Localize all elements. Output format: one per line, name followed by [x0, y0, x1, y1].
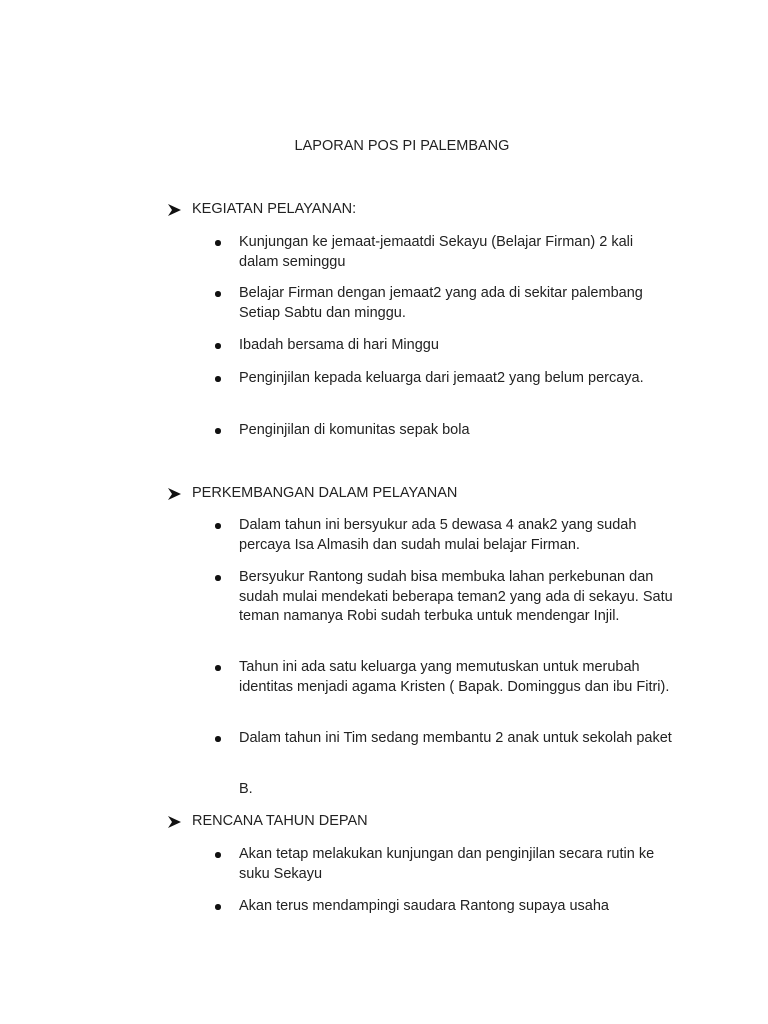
list-marker-b: B. — [239, 781, 253, 797]
list-item — [214, 233, 674, 272]
bullet-icon — [214, 336, 239, 356]
list-item — [214, 336, 674, 356]
section-heading-rencana — [168, 812, 728, 832]
list-item — [214, 658, 674, 697]
bullet-icon — [214, 897, 239, 917]
section-heading-perkembangan — [168, 484, 728, 504]
list-item-text: Tahun ini ada satu keluarga yang memutuskan untuk merubah identitas menjadi agama Kristen ( Bapak. Dominggus dan ibu Fitri). — [239, 659, 670, 695]
list-item-text: Belajar Firman dengan jemaat2 yang ada di sekitar palembang Setiap Sabtu dan minggu. — [239, 285, 643, 321]
bullet-icon — [214, 516, 239, 555]
section-heading-text: PERKEMBANGAN DALAM PELAYANAN — [192, 485, 458, 501]
list-item — [214, 369, 674, 389]
list-item-text: Penginjilan di komunitas sepak bola — [239, 422, 470, 438]
arrow-bullet-icon — [168, 200, 192, 220]
list-item-text: Dalam tahun ini bersyukur ada 5 dewasa 4 anak2 yang sudah percaya Isa Almasih dan sudah mulai belajar Firman. — [239, 517, 637, 553]
bullet-icon — [214, 421, 239, 441]
list-item-text: Penginjilan kepada keluarga dari jemaat2 yang belum percaya. — [239, 370, 644, 386]
section-heading-text: KEGIATAN PELAYANAN: — [192, 201, 357, 217]
section-heading-text: RENCANA TAHUN DEPAN — [192, 813, 368, 829]
bullet-icon — [214, 568, 239, 627]
arrow-bullet-icon — [168, 812, 192, 832]
list-item-text: Ibadah bersama di hari Minggu — [239, 337, 439, 353]
bullet-icon — [214, 845, 239, 884]
list-item — [214, 897, 674, 917]
bullet-icon — [214, 233, 239, 272]
list-item — [214, 421, 674, 441]
section-heading-kegiatan — [168, 200, 728, 220]
document-title: LAPORAN POS PI PALEMBANG — [294, 138, 510, 154]
list-item — [214, 284, 674, 323]
list-item-text: Dalam tahun ini Tim sedang membantu 2 anak untuk sekolah paket — [239, 730, 672, 746]
list-item-text: Bersyukur Rantong sudah bisa membuka lahan perkebunan dan sudah mulai mendekati beberapa teman2 yang ada di sekayu. Satu teman namanya Robi sudah terbuka untuk mendengar Injil. — [239, 569, 673, 624]
list-item — [214, 568, 674, 627]
list-item-text: Akan terus mendampingi saudara Rantong supaya usaha — [239, 898, 609, 914]
list-item-text: Kunjungan ke jemaat-jemaatdi Sekayu (Belajar Firman) 2 kali dalam seminggu — [239, 234, 634, 270]
bullet-icon — [214, 284, 239, 323]
list-item — [214, 516, 674, 555]
list-item — [214, 845, 674, 884]
list-item-text: Akan tetap melakukan kunjungan dan penginjilan secara rutin ke suku Sekayu — [239, 846, 655, 882]
bullet-icon — [214, 729, 239, 749]
arrow-bullet-icon — [168, 484, 192, 504]
bullet-icon — [214, 658, 239, 697]
list-item — [214, 729, 674, 749]
bullet-icon — [214, 369, 239, 389]
